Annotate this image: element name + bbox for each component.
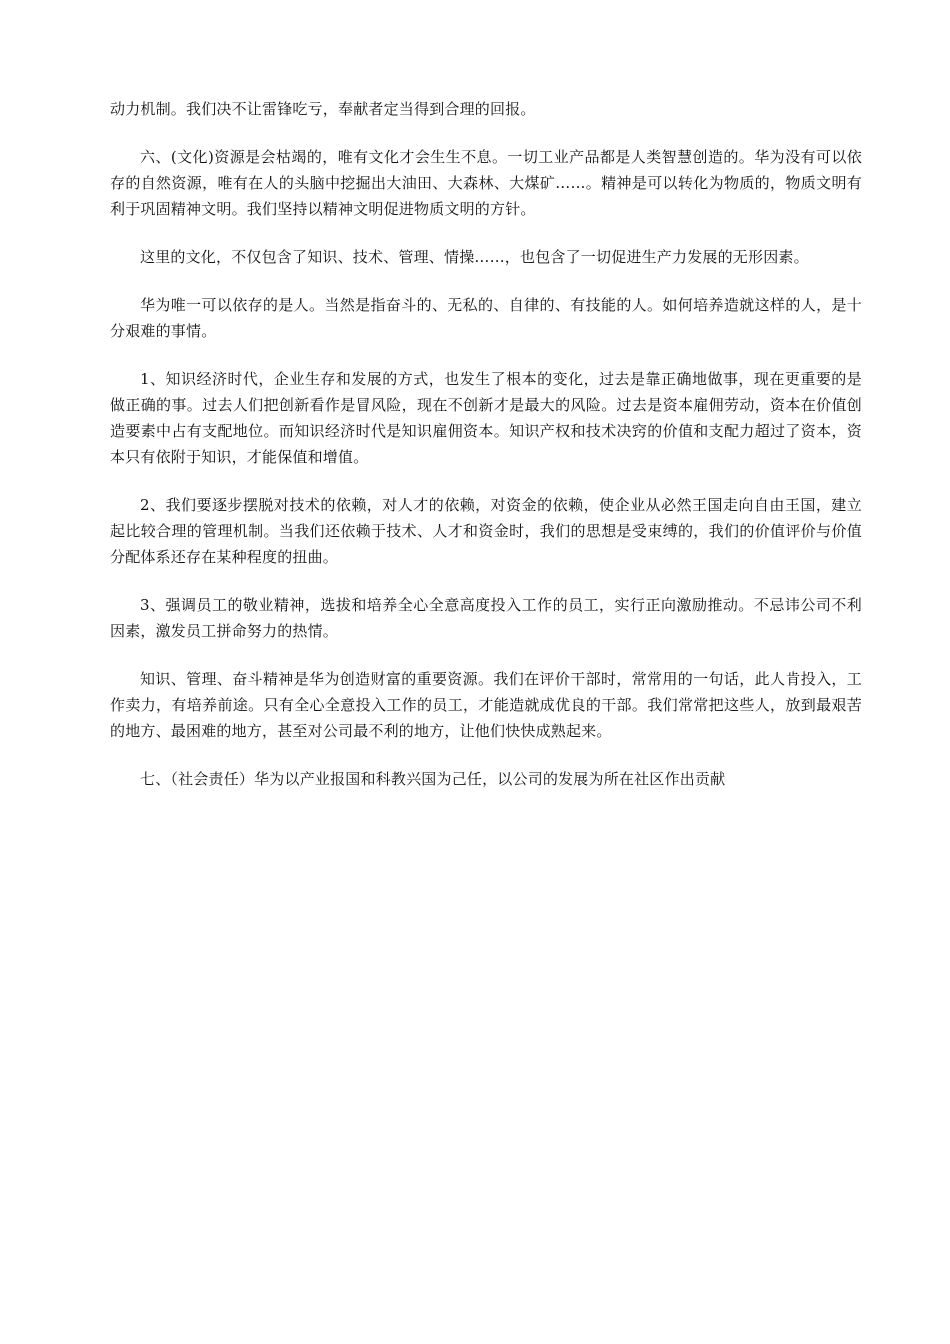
paragraph-7: 3、强调员工的敬业精神，选拔和培养全心全意高度投入工作的员工，实行正向激励推动。不忌讳公司不利因素，激发员工拼命努力的热情。 [110,596,862,640]
paragraph-5: 1、知识经济时代，企业生存和发展的方式，也发生了根本的变化，过去是靠正确地做事，现在更重要的是做正确的事。过去人们把创新看作是冒风险，现在不创新才是最大的风险。过去是资本雇佣劳动，资本在价值创造要素中占有支配地位。而知识经济时代是知识雇佣资本。知识产权和技术决窍的价值和支配力超过了资本，资本只有依附于知识，才能保值和增值。 [110,370,862,466]
paragraph-8: 知识、管理、奋斗精神是华为创造财富的重要资源。我们在评价干部时，常常用的一句话，此人肯投入，工作卖力，有培养前途。只有全心全意投入工作的员工，才能造就成优良的干部。我们常常把这些人，放到最艰苦的地方、最困难的地方，甚至对公司最不利的地方，让他们快快成熟起来。 [110,670,862,740]
paragraph-9: 七、（社会责任）华为以产业报国和科教兴国为己任，以公司的发展为所在社区作出贡献 [140,770,726,788]
paragraph-3: 这里的文化，不仅包含了知识、技术、管理、情操……，也包含了一切促进生产力发展的无形因素。 [140,248,809,266]
paragraph-6: 2、我们要逐步摆脱对技术的依赖，对人才的依赖，对资金的依赖，使企业从必然王国走向自由王国，建立起比较合理的管理机制。当我们还依赖于技术、人才和资金时，我们的思想是受束缚的，我们的价值评价与价值分配体系还存在某种程度的扭曲。 [110,496,862,566]
paragraph-2: 六、(文化)资源是会枯竭的，唯有文化才会生生不息。一切工业产品都是人类智慧创造的。华为没有可以依存的自然资源，唯有在人的头脑中挖掘出大油田、大森林、大煤矿……。精神是可以转化为物质的，物质文明有利于巩固精神文明。我们坚持以精神文明促进物质文明的方针。 [110,148,862,218]
document-body [110,96,862,814]
paragraph-1: 动力机制。我们决不让雷锋吃亏，奉献者定当得到合理的回报。 [110,100,536,118]
paragraph-4: 华为唯一可以依存的是人。当然是指奋斗的、无私的、自律的、有技能的人。如何培养造就这样的人，是十分艰难的事情。 [110,296,862,340]
